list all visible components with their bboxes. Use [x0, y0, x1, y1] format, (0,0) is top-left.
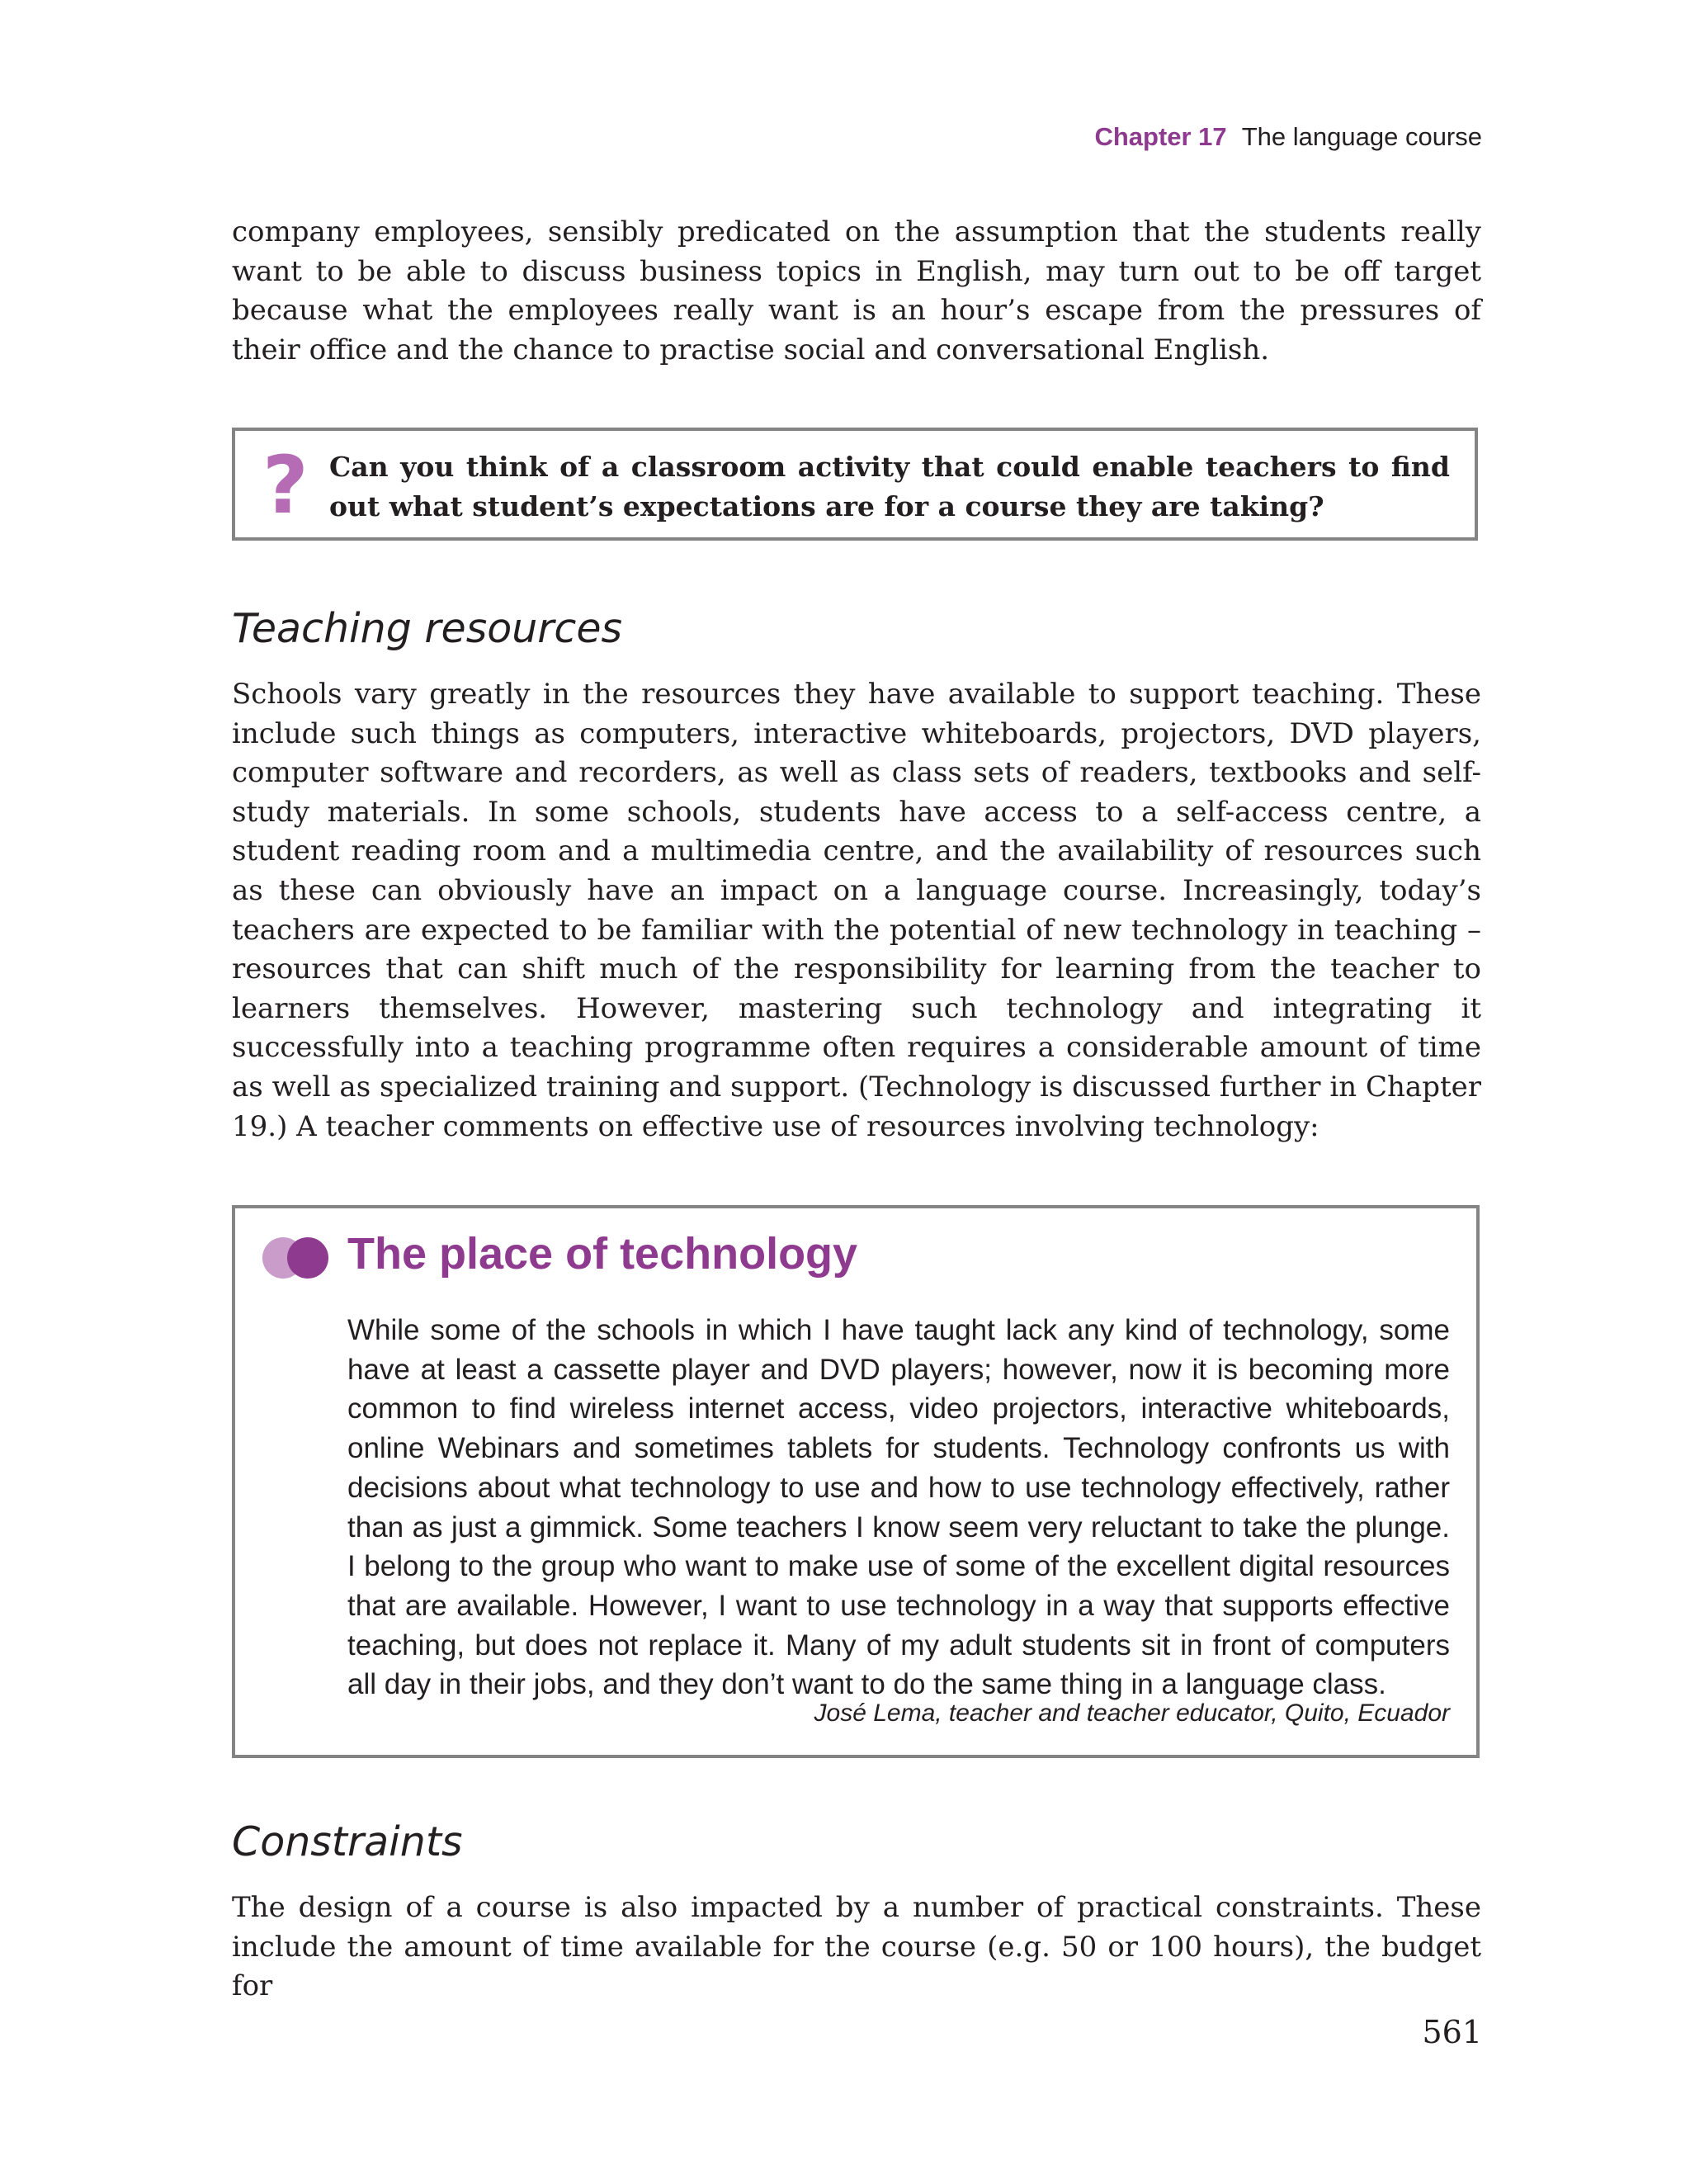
quote-attribution: José Lema, teacher and teacher educator, Quito, Ecuador: [814, 1699, 1450, 1727]
question-text: Can you think of a classroom activity that could enable teachers to find out what student’s expectations are for a course they are taking?: [329, 451, 1450, 522]
heading-constraints: Constraints: [232, 1818, 463, 1865]
quote-text: While some of the schools in which I have taught lack any kind of technology, some have at least a cassette player and DVD players; however, now it is becoming more common to find wireless internet access, video projectors, interactive whiteboards, online Webinars and sometimes tablets for students. Technology confronts us with decisions about what technology to use and how to use technology effectively, rather than as just a gimmick. Some teachers I know seem very reluctant to take the plunge. I belong to the group who want to make use of some of the excellent digital resources that are available. However, I want to use technology in a way that supports effective teaching, but does not replace it. Many of my adult students sit in front of computers all day in their jobs, and they don’t want to do the same thing in a language class.: [347, 1314, 1450, 1701]
question-box: [232, 428, 1478, 541]
intro-paragraph: company employees, sensibly predicated on the assumption that the students really want to be able to discuss business topics in English, may turn out to be off target because what the employees really want is an hour’s escape from the pressures of their office and the chance to practise social and conversational English.: [232, 215, 1481, 366]
running-head-chapter: Chapter 17: [1094, 122, 1227, 151]
teacher-voice-box: [232, 1205, 1480, 1758]
overlapping-circles-icon: [262, 1236, 332, 1282]
heading-teaching-resources: Teaching resources: [232, 605, 623, 652]
teaching-resources-paragraph: Schools vary greatly in the resources they have available to support teaching. These include such things as computers, interactive whiteboards, projectors, DVD players, computer software and recorders, as well as class sets of readers, textbooks and self-study materials. In some schools, students have access to a self-access centre, a student reading room and a multimedia centre, and the availability of resources such as these can obviously have an impact on a language course. Increasingly, today’s teachers are expected to be familiar with the potential of new technology in teaching – resources that can shift much of the responsibility for learning from the teacher to learners themselves. However, mastering such technology and integrating it successfully into a teaching programme often requires a considerable amount of time as well as specialized training and support. (Technology is discussed further in Chapter 19.) A teacher comments on effective use of resources involving technology:: [232, 678, 1481, 1143]
constraints-paragraph: The design of a course is also impacted by a number of practical constraints. These include the amount of time available for the course (e.g. 50 or 100 hours), the budget for: [232, 1891, 1481, 2003]
question-mark-icon: ?: [262, 439, 309, 532]
running-head-title: The language course: [1241, 122, 1482, 151]
page-number: 561: [1422, 2014, 1482, 2050]
box-title: The place of technology: [347, 1229, 858, 1279]
running-head: [1094, 122, 1482, 152]
